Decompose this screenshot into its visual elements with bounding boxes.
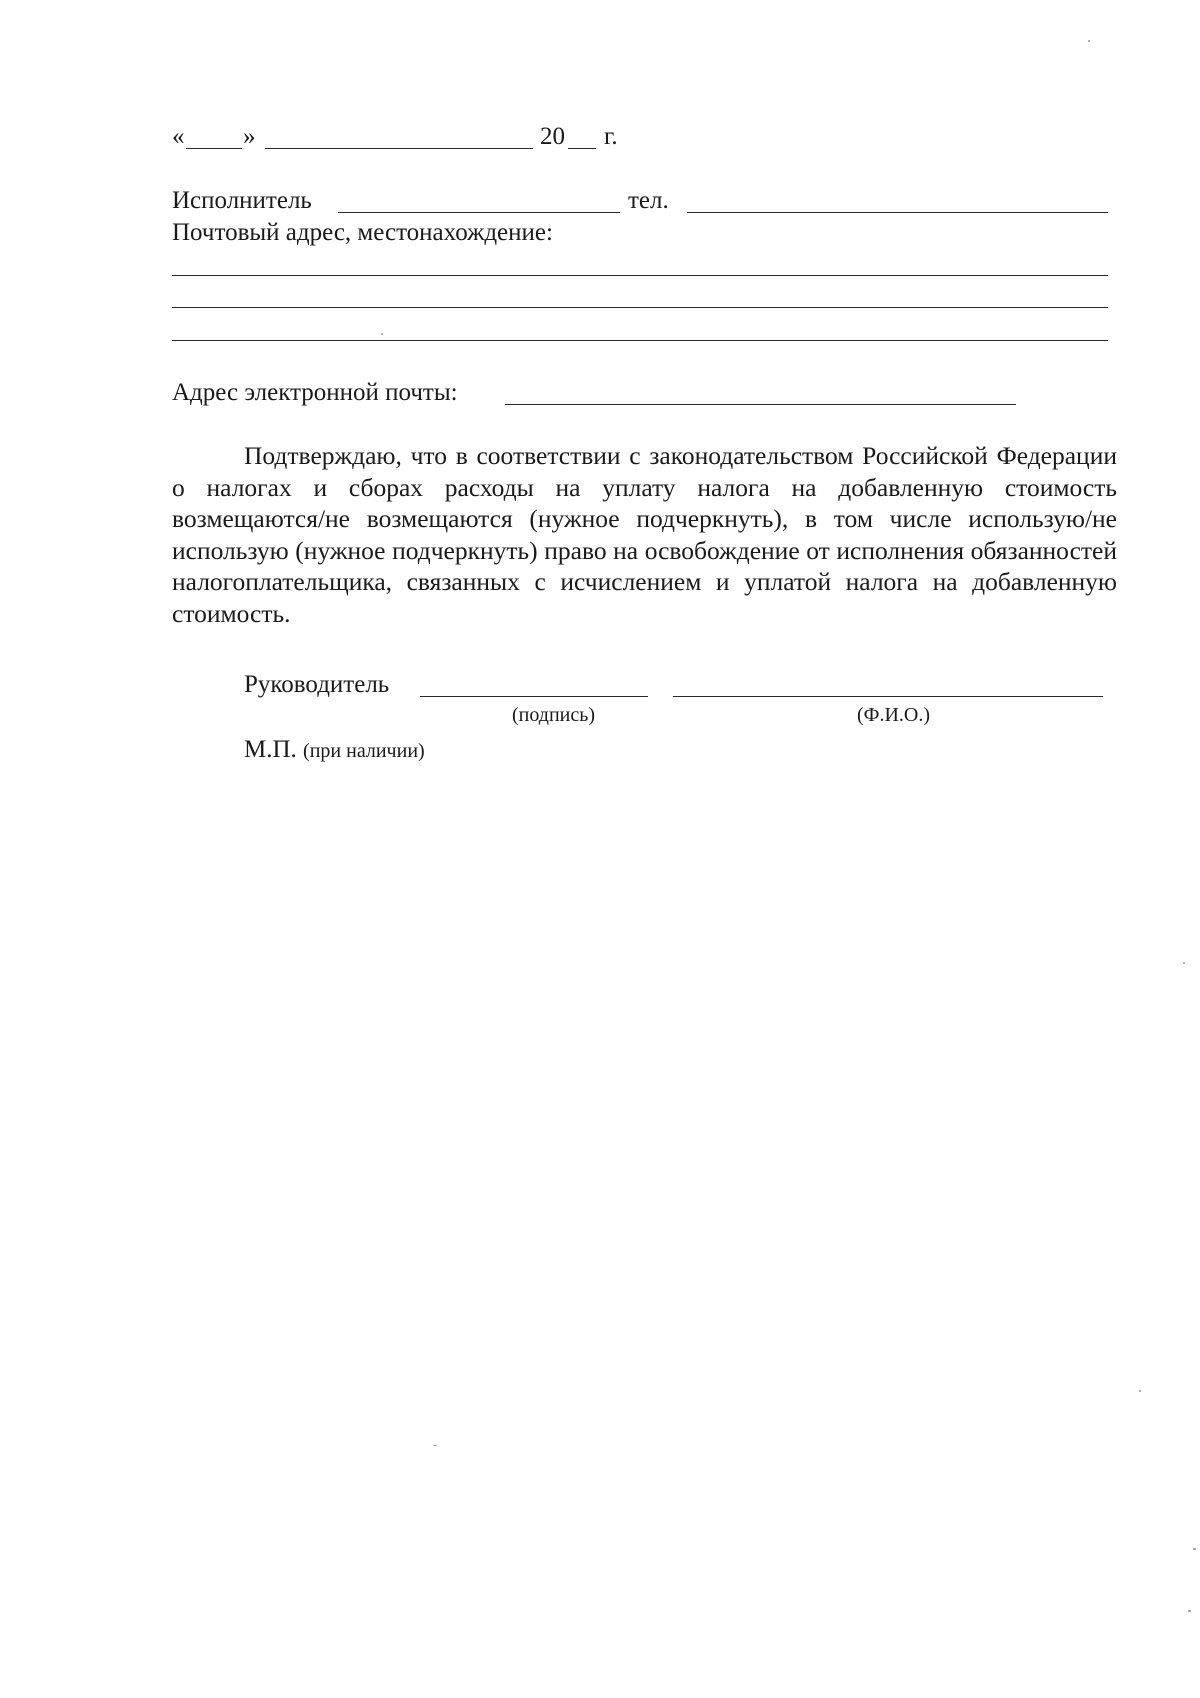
head-label-wrap	[244, 670, 389, 700]
confirmation-paragraph: Подтверждаю, что в соответствии с законодательством Российской Федерации о налогах и сборах расходы на уплату налога на добавленную стоимость возмещаются/не возмещаются (нужное подчеркнуть), в том числе использую/не использую (нужное подчеркнуть) право на освобождение от исполнения обязанностей налогоплательщика, связанных с исчислением и уплатой налога на добавленную стоимость.	[172, 441, 1117, 628]
executor-blank[interactable]	[338, 212, 620, 213]
phone-blank[interactable]	[687, 212, 1108, 213]
scan-speck	[1139, 1390, 1141, 1392]
signature-caption: (подпись)	[512, 704, 596, 726]
postal-address-line-2[interactable]	[172, 307, 1108, 308]
phone-label-wrap	[628, 186, 669, 216]
postal-address-label-wrap	[172, 218, 553, 248]
date-open-quote: «	[172, 123, 185, 150]
stamp-note: (при наличии)	[303, 740, 425, 762]
date-close-quote-wrap	[243, 122, 256, 152]
stamp-wrap	[244, 735, 425, 766]
scan-speck	[381, 333, 383, 335]
date-line	[172, 122, 185, 152]
date-year-blank[interactable]	[568, 148, 596, 149]
executor-label-wrap	[172, 186, 312, 216]
postal-address-line-3[interactable]	[172, 340, 1108, 341]
executor-label: Исполнитель	[172, 187, 312, 214]
date-year-prefix-wrap	[540, 122, 565, 152]
postal-address-label: Почтовый адрес, местонахождение:	[172, 219, 553, 246]
full-name-caption: (Ф.И.О.)	[857, 704, 931, 726]
postal-address-line-1[interactable]	[172, 275, 1108, 276]
date-year-prefix: 20	[540, 123, 565, 150]
date-year-suffix: г.	[604, 123, 618, 150]
date-close-quote: »	[243, 123, 256, 150]
phone-label: тел.	[628, 187, 669, 214]
signature-blank[interactable]	[420, 696, 648, 697]
full-name-blank[interactable]	[673, 696, 1103, 697]
date-day-blank[interactable]	[186, 148, 242, 149]
email-label-wrap	[172, 378, 458, 408]
scan-speck	[1188, 1610, 1191, 1612]
scan-speck	[1183, 962, 1185, 964]
scan-speck	[1193, 1548, 1196, 1550]
date-year-suffix-wrap	[604, 122, 618, 152]
stamp-label: М.П.	[244, 736, 297, 763]
scan-speck	[1088, 40, 1090, 42]
scan-speck	[433, 1445, 437, 1446]
date-month-blank[interactable]	[265, 148, 533, 149]
email-blank[interactable]	[505, 404, 1016, 405]
email-label: Адрес электронной почты:	[172, 379, 458, 406]
head-label: Руководитель	[244, 671, 390, 698]
